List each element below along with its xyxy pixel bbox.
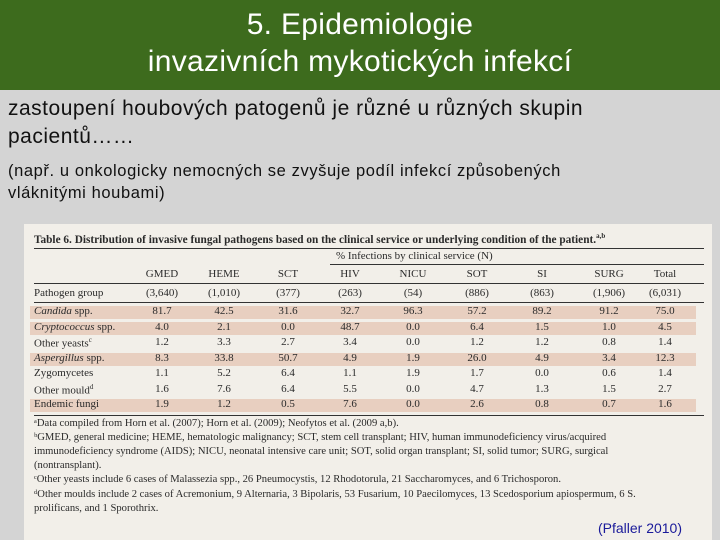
table-cell: 1.1 [343, 367, 357, 379]
table-cell: 2.7 [658, 382, 672, 395]
table-cell: 8.3 [155, 351, 169, 364]
row-label [34, 367, 93, 379]
n-value: (1,010) [207, 287, 241, 299]
table-cell: 6.4 [281, 367, 295, 379]
table-cell: 4.7 [470, 382, 484, 395]
table-cell: 42.5 [214, 305, 234, 317]
table-cell: 5.2 [217, 367, 231, 379]
table-cell: 0.6 [602, 367, 616, 379]
table-cell: 48.7 [340, 320, 360, 333]
row-label [34, 383, 93, 397]
table-cell: 3.3 [217, 336, 231, 348]
table-cell: 57.2 [467, 305, 487, 317]
table-cell: 0.0 [406, 336, 420, 348]
table-cell: 1.2 [155, 336, 169, 348]
table-cell: 75.0 [655, 305, 675, 317]
row-label-text: Cryptococcus [34, 320, 95, 333]
row-label [34, 398, 99, 410]
table-cell: 1.2 [535, 336, 549, 348]
row-label [34, 305, 93, 317]
table-cell: 4.9 [343, 351, 357, 364]
footnote-line: (nontransplant). [34, 460, 102, 472]
header-rule [34, 283, 704, 284]
footnote-line: immunodeficiency syndrome (AIDS); NICU, neonatal intensive care unit; SOT, solid organ transplant; SI, solid tumor; SURG, surgical [34, 445, 609, 457]
slide-title-line-1: 5. Epidemiologie [246, 8, 474, 41]
body-line-2: pacientů…… [8, 125, 135, 148]
table-cell: 0.7 [602, 398, 616, 410]
n-value: (863) [530, 287, 554, 299]
table-cell: 2.6 [470, 398, 484, 410]
row-label-suffix: spp. [94, 320, 116, 333]
table-cell: 0.0 [406, 320, 420, 333]
table-cell: 81.7 [152, 305, 172, 317]
footnote-line: ᵃData compiled from Horn et al. (2007); Horn et al. (2009); Neofytos et al. (2009 a,b). [34, 417, 399, 429]
table-cell: 5.5 [343, 382, 357, 395]
row-label-suffix: spp. [83, 351, 105, 364]
slide-title-line-2: invazivních mykotických infekcí [147, 45, 573, 78]
table-cell: 3.4 [343, 336, 357, 348]
column-header: NICU [399, 268, 427, 280]
n-row-label: Pathogen group [34, 287, 104, 299]
title-bar [0, 0, 720, 90]
row-label-suffix: spp. [71, 305, 93, 317]
table-cell: 1.5 [602, 382, 616, 395]
table-top-rule [34, 248, 704, 249]
row-label-text: Other yeasts [34, 337, 89, 350]
table-cell: 0.0 [406, 382, 420, 395]
table-cell: 0.5 [281, 398, 295, 410]
n-value: (6,031) [648, 287, 682, 299]
n-row-rule [34, 302, 704, 303]
table-cell: 0.0 [535, 367, 549, 379]
table-cell: 1.6 [155, 382, 169, 395]
column-header: GMED [145, 268, 179, 280]
n-value: (1,906) [592, 287, 626, 299]
row-label-suffix: c [88, 336, 92, 344]
column-header: SI [537, 268, 547, 280]
table-cell: 1.3 [535, 382, 549, 395]
table-image [24, 224, 712, 540]
body-line-1: zastoupení houbových patogenů je různé u různých skupin [8, 97, 584, 120]
note-paragraph [8, 160, 708, 204]
table-cell: 3.4 [602, 351, 616, 364]
table-cell: 91.2 [599, 305, 619, 317]
table-cell: 26.0 [467, 351, 487, 364]
table-cell: 6.4 [281, 382, 295, 395]
column-header: SCT [277, 268, 299, 280]
row-label [34, 352, 105, 364]
table-cell: 6.4 [470, 320, 484, 333]
column-header: HEME [208, 268, 240, 280]
row-label-text: Zygomycetes [34, 367, 94, 379]
table-cell: 89.2 [532, 305, 552, 317]
table-cell: 32.7 [340, 305, 360, 317]
table-cell: 1.5 [535, 320, 549, 333]
table-cell: 1.9 [155, 398, 169, 410]
table-cell: 4.5 [658, 320, 672, 333]
note-line-2: vláknitými houbami) [8, 184, 166, 202]
n-value: (377) [276, 287, 300, 299]
table-cell: 1.6 [658, 398, 672, 410]
footnote-line: ᵇGMED, general medicine; HEME, hematologic malignancy; SCT, stem cell transplant; HIV, human immunodeficiency virus/acquired [34, 431, 607, 443]
column-header: SURG [594, 268, 624, 280]
table-cell: 0.0 [281, 320, 295, 333]
table-cell: 7.6 [343, 398, 357, 410]
table-cell: 1.1 [155, 367, 169, 379]
table-subhead-rule [330, 264, 704, 265]
n-value: (263) [338, 287, 362, 299]
table-cell: 1.9 [406, 367, 420, 379]
table-cell: 0.8 [602, 336, 616, 348]
table-cell: 4.9 [535, 351, 549, 364]
footnote-line: ᶜOther yeasts include 6 cases of Malassezia spp., 26 Pneumocystis, 12 Rhodotorula, 21 Saccharomyces, and 6 Trichosporon. [34, 474, 562, 486]
table-cell: 1.2 [470, 336, 484, 348]
table-cell: 1.2 [217, 398, 231, 410]
row-label-text: Other mould [34, 384, 90, 397]
table-cell: 31.6 [278, 305, 298, 317]
row-label-text: Candida [34, 305, 72, 317]
table-cell: 0.0 [406, 398, 420, 410]
row-label-text: Aspergillus [34, 351, 84, 364]
table-cell: 4.0 [155, 320, 169, 333]
n-value: (54) [403, 287, 423, 299]
table-caption-sup: a,b [596, 232, 606, 240]
table-cell: 1.4 [658, 367, 672, 379]
table-cell: 7.6 [217, 382, 231, 395]
row-label [34, 336, 92, 350]
table-cell: 12.3 [655, 351, 675, 364]
row-label-text: Endemic fungi [34, 398, 100, 410]
body-paragraph [8, 95, 708, 151]
table-cell: 1.4 [658, 336, 672, 348]
table-cell: 50.7 [278, 351, 298, 364]
column-header: Total [653, 268, 677, 280]
footnote-line: prolificans, and 1 Sporothrix. [34, 502, 159, 514]
table-caption-text: Table 6. Distribution of invasive fungal pathogens based on the clinical service or underlying condition of the patient. [34, 233, 597, 246]
n-value: (3,640) [145, 287, 179, 299]
table-cell: 96.3 [403, 305, 423, 317]
table-cell: 1.0 [602, 320, 616, 333]
row-label-suffix: d [89, 382, 94, 391]
row-label [34, 321, 115, 333]
table-bottom-rule [34, 415, 704, 416]
table-cell: 0.8 [535, 398, 549, 410]
column-header: HIV [340, 268, 360, 280]
table-cell: 33.8 [214, 351, 234, 364]
table-cell: 1.7 [470, 367, 484, 379]
table-cell: 2.7 [281, 336, 295, 348]
footnote-line: ᵈOther moulds include 2 cases of Acremonium, 9 Alternaria, 3 Bipolaris, 53 Fusarium, 10 Paecilomyces, 13 Scedosporium apiospermum, 6 S. [34, 488, 636, 500]
table-cell: 1.9 [406, 351, 420, 364]
table-caption [34, 232, 605, 246]
column-header: SOT [466, 268, 488, 280]
note-line-1: (např. u onkologicky nemocných se zvyšuje podíl infekcí způsobených [8, 162, 561, 180]
source-citation: (Pfaller 2010) [597, 520, 682, 536]
table-cell: 2.1 [217, 320, 231, 333]
table-subhead: % Infections by clinical service (N) [336, 250, 493, 262]
n-value: (886) [465, 287, 489, 299]
